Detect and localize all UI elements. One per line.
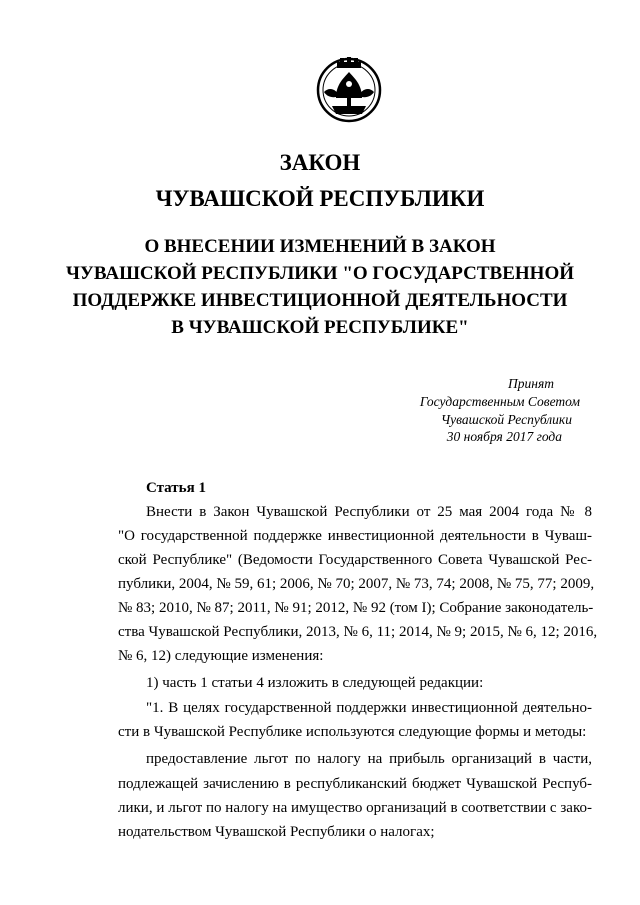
subject-line-1: О ВНЕСЕНИИ ИЗМЕНЕНИЙ В ЗАКОН <box>144 236 496 257</box>
article-heading: Статья 1 <box>146 480 206 496</box>
adopted-line-4: 30 ноября 2017 года <box>446 429 562 444</box>
adopted-line-1: Принят <box>508 376 554 391</box>
text-line: лики, и льгот по налогу на имущество организаций в соответствии с зако- <box>118 800 592 816</box>
adopted-line-2: Государственным Советом <box>419 394 580 409</box>
text-line: ской Республике" (Ведомости Государственного Совета Чувашской Рес- <box>118 552 592 568</box>
text-line: подлежащей зачислению в республиканский бюджет Чувашской Респуб- <box>118 776 592 792</box>
text-line: № 6, 12) следующие изменения: <box>118 648 324 664</box>
text-line: нодательством Чувашской Республики о налогах; <box>118 824 435 840</box>
subject-line-4: В ЧУВАШСКОЙ РЕСПУБЛИКЕ" <box>171 317 469 338</box>
text-line: № 83; 2010, № 87; 2011, № 91; 2012, № 92 (том I); Собрание законодатель- <box>118 600 594 616</box>
text-line: "1. В целях государственной поддержки инвестиционной деятельно- <box>146 700 592 716</box>
subject-line-3: ПОДДЕРЖКЕ ИНВЕСТИЦИОННОЙ ДЕЯТЕЛЬНОСТИ <box>72 290 568 311</box>
text-line: "О государственной поддержке инвестиционной деятельности в Чуваш- <box>118 528 592 544</box>
subject-line-2: ЧУВАШСКОЙ РЕСПУБЛИКИ "О ГОСУДАРСТВЕННОЙ <box>65 263 575 284</box>
text-line: ства Чувашской Республики, 2013, № 6, 11; 2014, № 9; 2015, № 6, 12; 2016, <box>118 624 598 640</box>
text-line: предоставление льгот по налогу на прибыль организаций в части, <box>146 751 592 767</box>
adopted-line-3: Чувашской Республики <box>440 412 572 427</box>
law-title: ЗАКОН <box>279 150 361 175</box>
coat-of-arms-icon <box>316 56 382 124</box>
text-line: Внести в Закон Чувашской Республики от 25 мая 2004 года № 8 <box>146 504 592 520</box>
text-line: сти в Чувашской Республике используются следующие формы и методы: <box>118 724 587 740</box>
republic-title: ЧУВАШСКОЙ РЕСПУБЛИКИ <box>155 186 485 211</box>
text-line: 1) часть 1 статьи 4 изложить в следующей редакции: <box>146 675 484 691</box>
text-line: публики, 2004, № 59, 61; 2006, № 70; 2007, № 73, 74; 2008, № 75, 77; 2009, <box>118 576 595 592</box>
